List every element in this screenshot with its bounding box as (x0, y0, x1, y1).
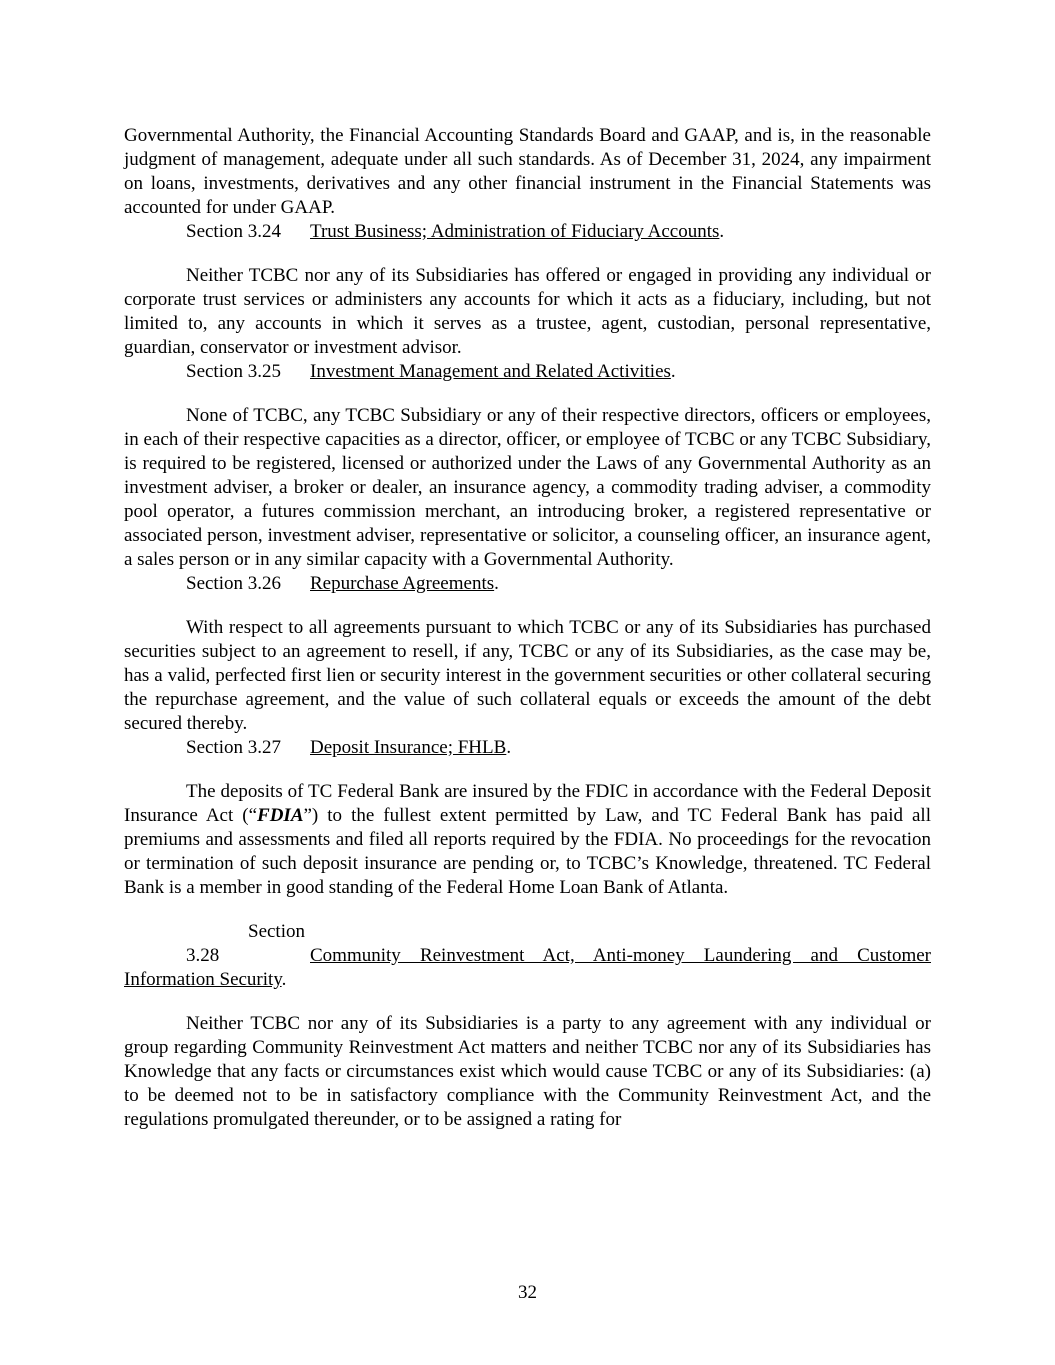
section-3-26-heading: Section 3.26 Repurchase Agreements. (186, 573, 499, 594)
carryover-paragraph: Governmental Authority, the Financial Accounting Standards Board and GAAP, and is, in the reasonable judgment of management, adequate under all such standards. As of December 31, 2024, any impairment on loans, investments, derivatives and any other financial instrument in the Financial Statements was accounted for under GAAP. (124, 125, 931, 218)
document-page (124, 124, 931, 1132)
body-text: The deposits of TC Federal Bank are insured by the FDIC in accordance with the Federal Deposit Insurance Act (“ (124, 781, 931, 826)
section-3-24-heading: Section 3.24 Trust Business; Administration of Fiduciary Accounts. (186, 221, 725, 242)
section-title-line2: Information Security (124, 969, 282, 990)
section-3-25-body: None of TCBC, any TCBC Subsidiary or any of their respective directors, officers or employees, in each of their respective capacities as a director, officer, or employee of TCBC or any TCBC Subsidiary, is required to be registered, licensed or authorized under the Laws of any Governmental Authority as an investment adviser, a broker or dealer, an insurance agency, a commodity trading adviser, a commodity pool operator, a futures commission merchant, an introducing broker, a registered representative or associated person, investment adviser, representative or solicitor, a counseling officer, an insurance agent, a sales person or in any similar capacity with a Governmental Authority. (124, 405, 931, 570)
section-title: Repurchase Agreements (310, 573, 495, 594)
section-3-26-body: With respect to all agreements pursuant to which TCBC or any of its Subsidiaries has purchased securities subject to an agreement to resell, if any, TCBC or any of its Subsidiaries, as the case may be, has a valid, perfected first lien or security interest in the government securities or other collateral securing the repurchase agreement, and the value of such collateral equals or exceeds the amount of the debt secured thereby. (124, 617, 931, 734)
section-number: Section 3.28 (186, 921, 305, 966)
section-3-27-body (124, 780, 931, 900)
body-text: ”) to the fullest extent permitted by Law, and TC Federal Bank has paid all premiums and assessments and filed all reports required by the FDIA. No proceedings for the revocation or termination of such deposit insurance are pending or, to TCBC’s Knowledge, threatened. TC Federal Bank is a member in good standing of the Federal Home Loan Bank of Atlanta. (124, 805, 931, 898)
section-number: Section 3.25 (186, 361, 281, 382)
section-3-25-heading: Section 3.25 Investment Management and Related Activities. (186, 361, 676, 382)
section-title-line1: Community Reinvestment Act, Anti-money Laundering and Customer (310, 945, 931, 966)
section-title: Deposit Insurance; FHLB (310, 737, 507, 758)
section-number: Section 3.24 (186, 221, 281, 242)
section-title: Trust Business; Administration of Fiduciary Accounts (310, 221, 720, 242)
section-3-27-heading: Section 3.27 Deposit Insurance; FHLB. (186, 737, 512, 758)
page-number: 32 (518, 1282, 537, 1303)
section-number: Section 3.27 (186, 737, 281, 758)
section-3-28-heading: Section 3.28 Community Reinvestment Act, Anti-money Laundering and Customer Information Security. (124, 921, 931, 990)
section-3-24-body: Neither TCBC nor any of its Subsidiaries has offered or engaged in providing any individual or corporate trust services or administers any accounts for which it acts as a fiduciary, including, but not limited to, any accounts in which it serves as a trustee, agent, custodian, personal representative, guardian, conservator or investment advisor. (124, 265, 931, 358)
section-3-28-body: Neither TCBC nor any of its Subsidiaries is a party to any agreement with any individual or group regarding Community Reinvestment Act matters and neither TCBC nor any of its Subsidiaries has Knowledge that any facts or circumstances exist which would cause TCBC or any of its Subsidiaries: (a) to be deemed not to be in satisfactory compliance with the Community Reinvestment Act, and the regulations promulgated thereunder, or to be assigned a rating for (124, 1013, 931, 1130)
defined-term: FDIA (257, 805, 304, 826)
section-number: Section 3.26 (186, 573, 281, 594)
section-title: Investment Management and Related Activities (310, 361, 671, 382)
